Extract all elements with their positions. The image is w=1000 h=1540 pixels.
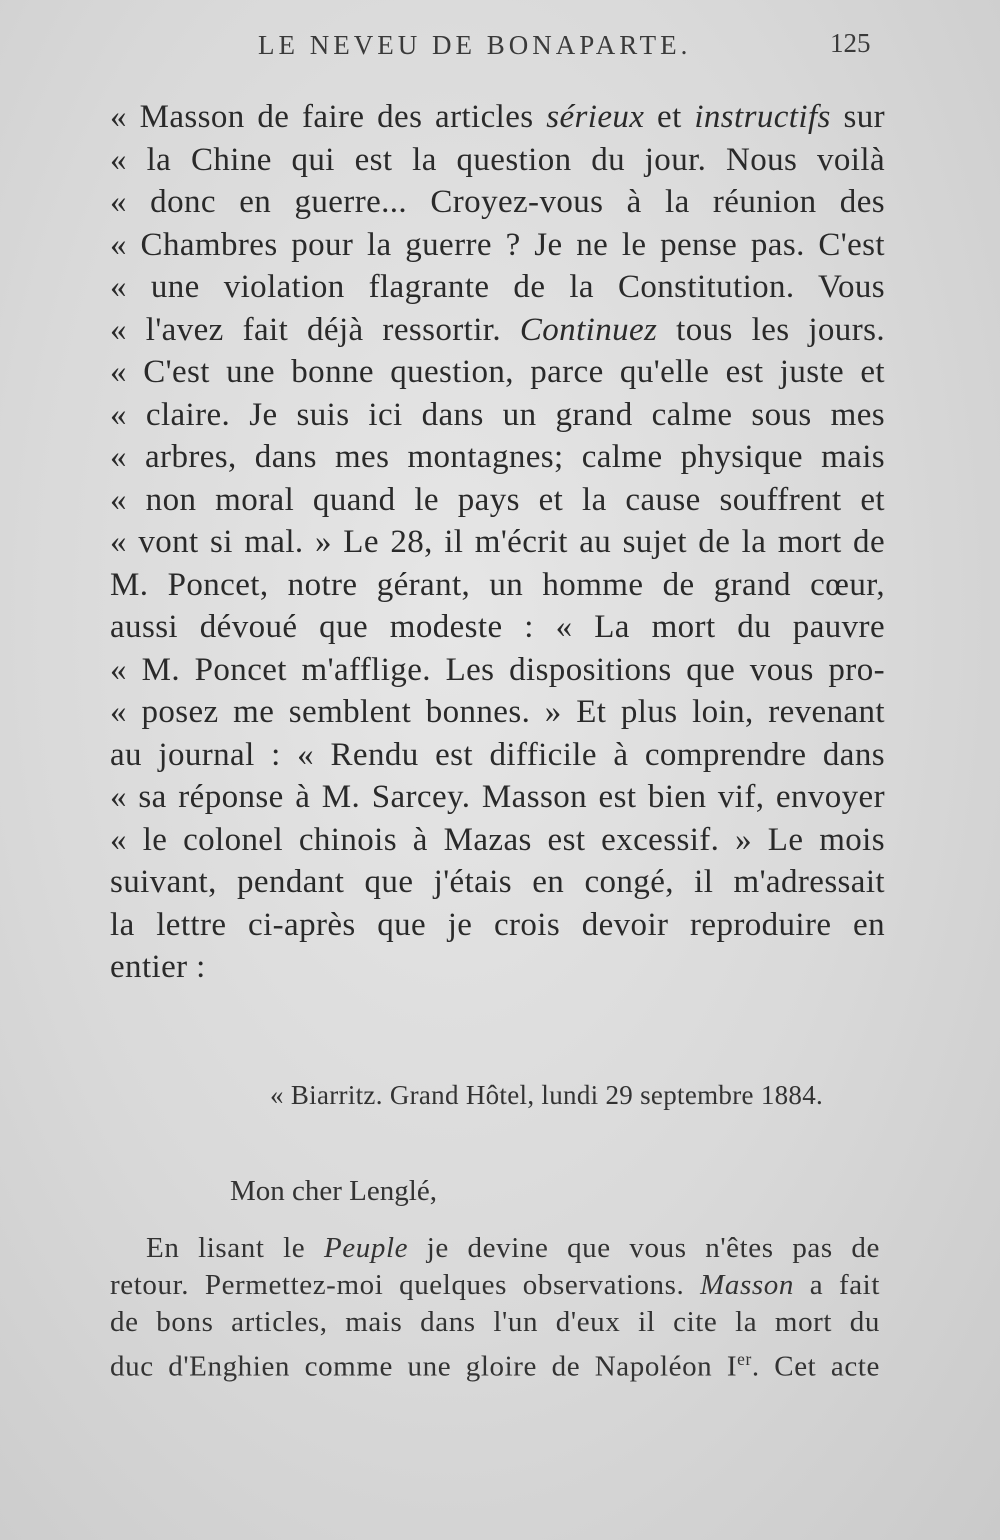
letter-line: duc d'Enghien comme une gloire de Napoléon Ier. Cet acte (110, 1349, 880, 1383)
text-line: la lettre ci-après que je crois devoir reproduire en (110, 906, 885, 943)
text-line: « la Chine qui est la question du jour. Nous voilà (110, 141, 885, 178)
letter-text (110, 1230, 880, 1386)
text-line: « arbres, dans mes montagnes; calme physique mais (110, 439, 885, 475)
letter-line: En lisant le Peuple je devine que vous n'êtes pas de (146, 1232, 880, 1264)
text-line: « Masson de faire des articles sérieux et instructifs sur (110, 99, 885, 135)
text-line: au journal : « Rendu est difficile à comprendre dans (110, 736, 885, 773)
text-line: « non moral quand le pays et la cause souffrent et (110, 481, 885, 518)
page-number: 125 (830, 28, 871, 58)
letter-line: retour. Permettez-moi quelques observations. Masson a fait (110, 1269, 881, 1301)
text-line: « le colonel chinois à Mazas est excessif. » Le mois (110, 821, 885, 858)
body-text (110, 96, 885, 989)
text-line: « vont si mal. » Le 28, il m'écrit au sujet de la mort de (110, 524, 885, 560)
text-line: « posez me semblent bonnes. » Et plus loin, revenant (110, 694, 885, 730)
text-line: « Chambres pour la guerre ? Je ne le pense pas. C'est (110, 226, 885, 263)
text-line: « claire. Je suis ici dans un grand calme sous mes (110, 396, 885, 433)
letter-line: de bons articles, mais dans l'un d'eux il cite la mort du (110, 1306, 880, 1338)
letter-dateline: « Biarritz. Grand Hôtel, lundi 29 septembre 1884. (270, 1080, 824, 1110)
running-head: LE NEVEU DE BONAPARTE. (258, 30, 692, 60)
text-line: aussi dévoué que modeste : « La mort du pauvre (110, 609, 885, 645)
text-line: « sa réponse à M. Sarcey. Masson est bien vif, envoyer (110, 779, 885, 815)
text-line: « M. Poncet m'afflige. Les dispositions que vous pro- (110, 651, 885, 688)
text-line: M. Poncet, notre gérant, un homme de grand cœur, (110, 566, 885, 603)
text-line: « une violation flagrante de la Constitution. Vous (110, 269, 885, 305)
text-line: entier : (110, 949, 206, 985)
text-line: « donc en guerre... Croyez-vous à la réunion des (110, 184, 885, 220)
text-line: « C'est une bonne question, parce qu'elle est juste et (110, 354, 885, 390)
text-line: « l'avez fait déjà ressortir. Continuez tous les jours. (110, 311, 885, 348)
letter-salutation: Mon cher Lenglé, (230, 1175, 437, 1207)
text-line: suivant, pendant que j'étais en congé, il m'adressait (110, 864, 885, 900)
